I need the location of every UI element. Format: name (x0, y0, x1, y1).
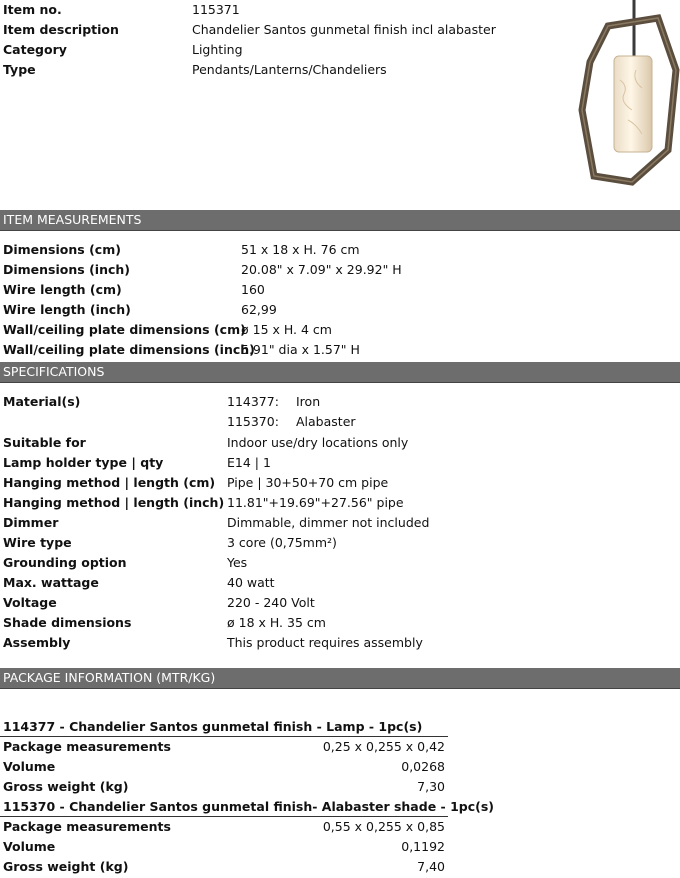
measurement-value: 62,99 (241, 302, 277, 317)
package-label: Package measurements (3, 819, 171, 834)
spec-value: Pipe | 30+50+70 cm pipe (227, 475, 389, 490)
package-value: 0,0268 (401, 759, 445, 774)
category-value: Lighting (192, 42, 243, 57)
item-description-value: Chandelier Santos gunmetal finish incl alabaster (192, 22, 496, 37)
measurement-label: Dimensions (cm) (3, 242, 121, 257)
package-information-title: PACKAGE INFORMATION (MTR/KG) (3, 670, 216, 685)
package-label: Volume (3, 839, 56, 854)
spec-row (0, 533, 680, 553)
package-value: 0,25 x 0,255 x 0,42 (322, 739, 445, 754)
package-row (0, 737, 680, 757)
spec-value: Indoor use/dry locations only (227, 435, 409, 450)
material-code: 115370: (227, 414, 279, 429)
spec-row (0, 593, 680, 613)
package-row (0, 857, 680, 877)
spec-label: Dimmer (3, 515, 59, 530)
measurement-value: 160 (241, 282, 265, 297)
measurement-label: Dimensions (inch) (3, 262, 130, 277)
spec-row (0, 513, 680, 533)
spec-value: Yes (227, 555, 248, 570)
package-label: Package measurements (3, 739, 171, 754)
spec-value: This product requires assembly (227, 635, 423, 650)
package-row (0, 817, 680, 837)
package-item-title-row (0, 717, 680, 737)
measurement-row (0, 280, 680, 300)
package-value: 0,1192 (401, 839, 445, 854)
measurement-row (0, 240, 680, 260)
package-information-header (0, 668, 680, 689)
spec-label: Hanging method | length (cm) (3, 475, 216, 490)
spec-row (0, 473, 680, 493)
measurement-value: 20.08" x 7.09" x 29.92" H (241, 262, 402, 277)
item-measurements-header (0, 210, 680, 231)
package-value: 0,55 x 0,255 x 0,85 (322, 819, 445, 834)
measurement-row (0, 340, 680, 360)
item-no-label: Item no. (3, 2, 62, 17)
package-item-title: 115370 - Chandelier Santos gunmetal finish- Alabaster shade - 1pc(s) (3, 799, 494, 814)
material-code: 114377: (227, 394, 279, 409)
product-image (570, 0, 680, 200)
measurement-label: Wall/ceiling plate dimensions (cm) (3, 322, 246, 337)
measurement-value: ø 15 x H. 4 cm (241, 322, 332, 337)
spec-row (0, 633, 680, 653)
spec-label: Lamp holder type | qty (3, 455, 164, 470)
spec-label: Grounding option (3, 555, 127, 570)
spec-label: Wire type (3, 535, 72, 550)
spec-row (0, 613, 680, 633)
spec-value: 40 watt (227, 575, 275, 590)
spec-label: Max. wattage (3, 575, 99, 590)
spec-value: Dimmable, dimmer not included (227, 515, 430, 530)
spec-label: Hanging method | length (inch) (3, 495, 225, 510)
spec-value: ø 18 x H. 35 cm (227, 615, 326, 630)
package-label: Volume (3, 759, 56, 774)
measurement-row (0, 300, 680, 320)
spec-row (0, 553, 680, 573)
measurement-row (0, 320, 680, 340)
alabaster-shade (614, 56, 652, 152)
measurement-value: 51 x 18 x H. 76 cm (241, 242, 360, 257)
package-row (0, 837, 680, 857)
package-item-title-row (0, 797, 680, 817)
material-name: Alabaster (296, 414, 356, 429)
specifications-title: SPECIFICATIONS (3, 364, 105, 379)
item-description-label: Item description (3, 22, 119, 37)
type-value: Pendants/Lanterns/Chandeliers (192, 62, 387, 77)
spec-value: 3 core (0,75mm²) (227, 535, 337, 550)
package-label: Gross weight (kg) (3, 859, 129, 874)
spec-row (0, 493, 680, 513)
package-value: 7,30 (417, 779, 445, 794)
specifications-header (0, 362, 680, 383)
materials-row (0, 392, 680, 412)
measurement-value: 5.91" dia x 1.57" H (241, 342, 360, 357)
spec-value: E14 | 1 (227, 455, 271, 470)
type-label: Type (3, 62, 36, 77)
spec-value: 220 - 240 Volt (227, 595, 315, 610)
spec-row (0, 433, 680, 453)
package-row (0, 757, 680, 777)
measurement-label: Wire length (inch) (3, 302, 131, 317)
package-row (0, 777, 680, 797)
materials-row (0, 412, 680, 432)
package-item-title: 114377 - Chandelier Santos gunmetal finish - Lamp - 1pc(s) (3, 719, 423, 734)
measurement-label: Wire length (cm) (3, 282, 122, 297)
spec-value: 11.81"+19.69"+27.56" pipe (227, 495, 404, 510)
material-name: Iron (296, 394, 321, 409)
item-measurements-title: ITEM MEASUREMENTS (3, 212, 142, 227)
category-label: Category (3, 42, 67, 57)
materials-label: Material(s) (3, 394, 81, 409)
package-value: 7,40 (417, 859, 445, 874)
measurement-row (0, 260, 680, 280)
spec-label: Assembly (3, 635, 71, 650)
measurement-label: Wall/ceiling plate dimensions (inch) (3, 342, 255, 357)
spec-label: Suitable for (3, 435, 86, 450)
spec-label: Shade dimensions (3, 615, 132, 630)
spec-label: Voltage (3, 595, 57, 610)
package-label: Gross weight (kg) (3, 779, 129, 794)
spec-row (0, 453, 680, 473)
item-no-value: 115371 (192, 2, 240, 17)
spec-row (0, 573, 680, 593)
